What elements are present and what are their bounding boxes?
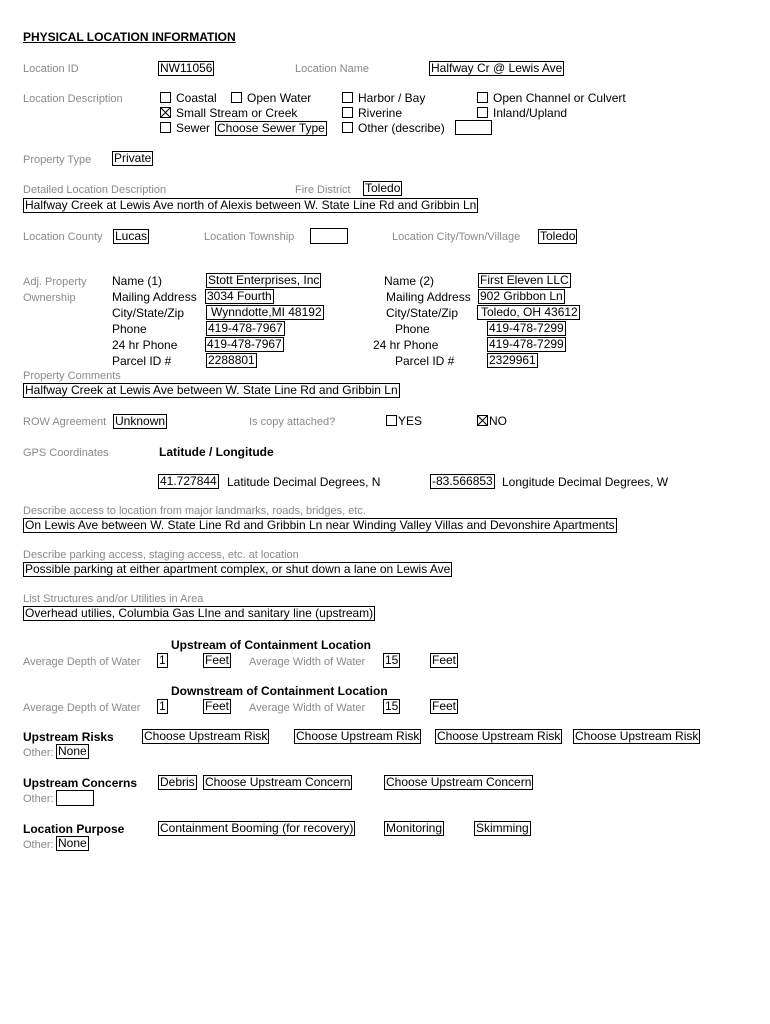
location-description-label: Location Description <box>23 93 123 105</box>
latitude-label: Latitude Decimal Degrees, N <box>227 475 381 489</box>
owner2-csz-label: City/State/Zip <box>386 306 459 320</box>
location-name-label: Location Name <box>295 63 369 75</box>
parking-field[interactable]: Possible parking at either apartment complex, or shut down a lane on Lewis Ave <box>25 562 451 576</box>
longitude-field[interactable]: -83.566853 <box>432 474 493 488</box>
location-name-field[interactable]: Halfway Cr @ Lewis Ave <box>431 61 563 75</box>
location-purpose-select-1[interactable]: Containment Booming (for recovery) <box>160 821 354 835</box>
detailed-location-label: Detailed Location Description <box>23 184 167 196</box>
inland-upland-checkbox[interactable] <box>477 107 488 118</box>
upstream-width-label: Average Width of Water <box>249 656 366 668</box>
location-purpose-other-field[interactable]: None <box>58 836 87 850</box>
upstream-heading: Upstream of Containment Location <box>171 638 372 652</box>
sewer-checkbox[interactable] <box>160 122 171 133</box>
property-comments-field[interactable]: Halfway Creek at Lewis Ave between W. State Line Rd and Gribbin Ln <box>25 383 398 397</box>
upstream-width-field[interactable]: 15 <box>385 653 399 667</box>
fire-district-label: Fire District <box>295 184 351 196</box>
upstream-risk-select-4[interactable]: Choose Upstream Risk <box>575 729 699 743</box>
lat-long-heading: Latitude / Longitude <box>159 445 274 459</box>
open-channel-label: Open Channel or Culvert <box>493 91 626 105</box>
coastal-checkbox[interactable] <box>160 92 171 103</box>
structures-field[interactable]: Overhead utilies, Columbia Gas LIne and sanitary line (upstream) <box>25 606 374 620</box>
open-water-checkbox[interactable] <box>231 92 242 103</box>
owner1-phone-label: Phone <box>112 322 147 336</box>
owner1-address-field[interactable]: 3034 Fourth <box>207 289 272 303</box>
sewer-type-select[interactable]: Choose Sewer Type <box>217 121 325 135</box>
owner1-csz-field[interactable]: Wynndotte,MI 48192 <box>206 305 324 320</box>
owner1-phone24-label: 24 hr Phone <box>112 338 178 352</box>
upstream-width-unit[interactable]: Feet <box>432 653 457 667</box>
upstream-depth-label: Average Depth of Water <box>23 656 141 668</box>
owner1-csz-label: City/State/Zip <box>112 306 185 320</box>
upstream-risk-select-1[interactable]: Choose Upstream Risk <box>144 729 268 743</box>
downstream-width-label: Average Width of Water <box>249 702 366 714</box>
downstream-heading: Downstream of Containment Location <box>171 684 388 698</box>
access-field[interactable]: On Lewis Ave between W. State Line Rd and Gribbin Ln near Winding Valley Villas and Devonshire Apartments <box>25 518 615 532</box>
location-township-label: Location Township <box>204 231 295 243</box>
downstream-depth-unit[interactable]: Feet <box>205 699 230 713</box>
other-describe-checkbox[interactable] <box>342 122 353 133</box>
owner1-name-label: Name (1) <box>112 274 163 288</box>
upstream-concern-select-2[interactable]: Choose Upstream Concern <box>205 775 351 789</box>
owner2-phone24-field[interactable]: 419-478-7299 <box>489 337 564 351</box>
upstream-concern-select-1[interactable]: Debris <box>160 775 195 789</box>
access-label: Describe access to location from major landmarks, roads, bridges, etc. <box>23 505 366 517</box>
parking-label: Describe parking access, staging access, etc. at location <box>23 549 299 561</box>
location-id-field[interactable]: NW11056 <box>160 61 213 75</box>
downstream-width-unit[interactable]: Feet <box>432 699 457 713</box>
adj-property-label: Adj. Property <box>23 276 87 288</box>
open-water-label: Open Water <box>247 91 312 105</box>
other-describe-field[interactable] <box>455 120 492 135</box>
owner2-parcel-label: Parcel ID # <box>395 354 455 368</box>
upstream-risks-other-field[interactable]: None <box>58 744 87 758</box>
copy-attached-label: Is copy attached? <box>249 416 336 428</box>
structures-label: List Structures and/or Utilities in Area <box>23 593 204 605</box>
owner1-phone-field[interactable]: 419-478-7967 <box>208 321 283 335</box>
owner1-address-label: Mailing Address <box>112 290 197 304</box>
upstream-risk-select-3[interactable]: Choose Upstream Risk <box>437 729 561 743</box>
owner2-address-label: Mailing Address <box>386 290 471 304</box>
open-channel-checkbox[interactable] <box>477 92 488 103</box>
harbor-bay-label: Harbor / Bay <box>358 91 426 105</box>
owner2-address-field[interactable]: 902 Gribbon Ln <box>480 289 563 303</box>
owner2-phone24-label: 24 hr Phone <box>373 338 439 352</box>
location-purpose-label: Location Purpose <box>23 822 125 836</box>
upstream-depth-field[interactable]: 1 <box>159 653 166 667</box>
owner2-phone-label: Phone <box>395 322 430 336</box>
gps-label: GPS Coordinates <box>23 447 109 459</box>
upstream-concerns-other-label: Other: <box>23 793 54 805</box>
latitude-field[interactable]: 41.727844 <box>160 474 217 488</box>
owner1-name-field[interactable]: Stott Enterprises, Inc <box>208 273 320 287</box>
small-stream-label: Small Stream or Creek <box>176 106 298 120</box>
riverine-label: Riverine <box>358 106 403 120</box>
row-agreement-field[interactable]: Unknown <box>115 414 166 428</box>
no-checkbox[interactable] <box>477 415 488 426</box>
upstream-risks-label: Upstream Risks <box>23 730 114 744</box>
location-purpose-select-2[interactable]: Monitoring <box>386 821 443 835</box>
sewer-label: Sewer <box>176 121 211 135</box>
location-county-label: Location County <box>23 231 103 243</box>
owner2-csz-field[interactable]: Toledo, OH 43612 <box>477 305 580 320</box>
upstream-concerns-label: Upstream Concerns <box>23 776 138 790</box>
owner2-name-field[interactable]: First Eleven LLC <box>480 273 569 287</box>
upstream-depth-unit[interactable]: Feet <box>205 653 230 667</box>
location-id-label: Location ID <box>23 63 79 75</box>
upstream-risk-select-2[interactable]: Choose Upstream Risk <box>296 729 420 743</box>
location-purpose-other-label: Other: <box>23 839 54 851</box>
downstream-width-field[interactable]: 15 <box>385 699 399 713</box>
riverine-checkbox[interactable] <box>342 107 353 118</box>
property-type-label: Property Type <box>23 154 92 166</box>
property-type-field[interactable]: Private <box>114 151 152 165</box>
owner2-parcel-field[interactable]: 2329961 <box>489 353 536 367</box>
location-township-field[interactable] <box>310 228 348 244</box>
upstream-risks-other-label: Other: <box>23 747 54 759</box>
harbor-bay-checkbox[interactable] <box>342 92 353 103</box>
page-title: PHYSICAL LOCATION INFORMATION <box>23 30 236 44</box>
owner1-parcel-label: Parcel ID # <box>112 354 172 368</box>
fire-district-field[interactable]: Toledo <box>365 181 401 195</box>
row-agreement-label: ROW Agreement <box>23 416 107 428</box>
upstream-concern-select-3[interactable]: Choose Upstream Concern <box>386 775 532 789</box>
longitude-label: Longitude Decimal Degrees, W <box>502 475 669 489</box>
property-comments-label: Property Comments <box>23 370 121 382</box>
location-city-field[interactable]: Toledo <box>540 229 576 243</box>
inland-upland-label: Inland/Upland <box>493 106 568 120</box>
ownership-label: Ownership <box>23 292 76 304</box>
location-county-field[interactable]: Lucas <box>115 229 148 243</box>
coastal-label: Coastal <box>176 91 217 105</box>
location-purpose-select-3[interactable]: Skimming <box>476 821 529 835</box>
location-city-label: Location City/Town/Village <box>392 231 521 243</box>
downstream-depth-field[interactable]: 1 <box>159 699 166 713</box>
small-stream-checkbox[interactable] <box>160 107 171 118</box>
owner2-name-label: Name (2) <box>384 274 435 288</box>
upstream-concerns-other-field[interactable] <box>56 790 94 806</box>
downstream-depth-label: Average Depth of Water <box>23 702 141 714</box>
other-describe-label: Other (describe) <box>358 121 445 135</box>
owner2-phone-field[interactable]: 419-478-7299 <box>489 321 564 335</box>
no-label: NO <box>489 414 507 428</box>
owner1-parcel-field[interactable]: 2288801 <box>208 353 255 367</box>
detailed-location-field[interactable]: Halfway Creek at Lewis Ave north of Alexis between W. State Line Rd and Gribbin Ln <box>25 198 477 212</box>
yes-checkbox[interactable] <box>386 415 397 426</box>
owner1-phone24-field[interactable]: 419-478-7967 <box>207 337 282 351</box>
yes-label: YES <box>398 414 423 428</box>
